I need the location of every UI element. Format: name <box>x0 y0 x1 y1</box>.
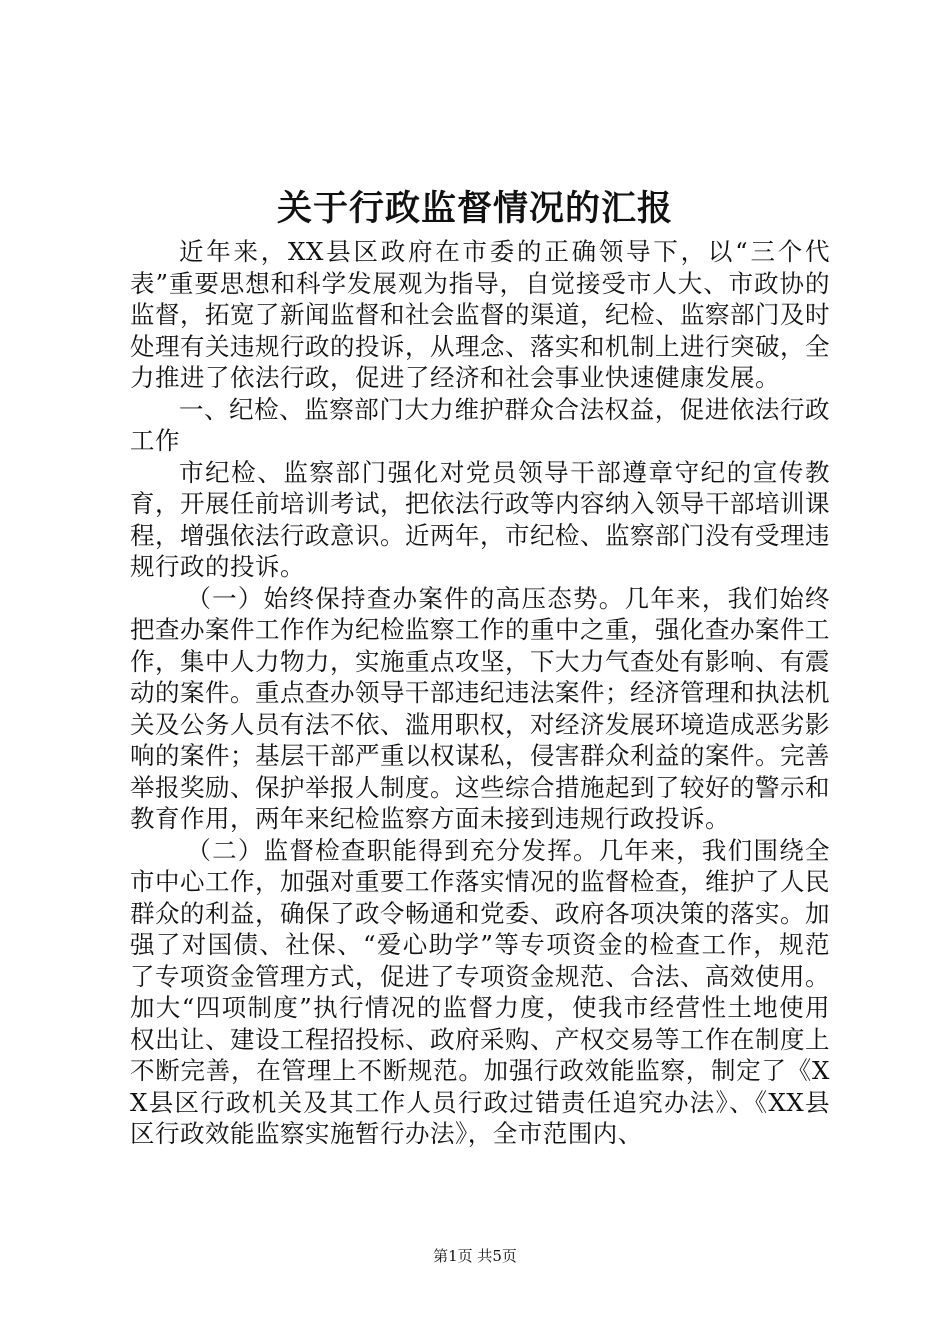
paragraph-item-1: （一）始终保持查办案件的高压态势。几年来，我们始终把查办案件工作作为纪检监察工作的重中之重，强化查办案件工作，集中人力物力，实施重点攻坚，下大力气查处有影响、有震动的案件。重点查办领导干部违纪违法案件；经济管理和执法机关及公务人员有法不依、滥用职权，对经济发展环境造成恶劣影响的案件；基层干部严重以权谋私，侵害群众利益的案件。完善举报奖励、保护举报人制度。这些综合措施起到了较好的警示和教育作用，两年来纪检监察方面未接到违规行政投诉。 <box>130 583 830 833</box>
section-heading-1: 一、纪检、监察部门大力维护群众合法权益，促进依法行政工作 <box>130 394 830 455</box>
document-body <box>130 236 830 1150</box>
paragraph-item-2: （二）监督检查职能得到充分发挥。几年来，我们围绕全市中心工作，加强对重要工作落实情况的监督检查，维护了人民群众的利益，确保了政令畅通和党委、政府各项决策的落实。加强了对国债、社保、“爱心助学”等专项资金的检查工作，规范了专项资金管理方式，促进了专项资金规范、合法、高效使用。加大“四项制度”执行情况的监督力度，使我市经营性土地使用权出让、建设工程招投标、政府采购、产权交易等工作在制度上不断完善，在管理上不断规范。加强行政效能监察，制定了《XX县区行政机关及其工作人员行政过错责任追究办法》、《XX县区行政效能监察实施暂行办法》，全市范围内、 <box>130 835 830 1148</box>
page-footer: 第1页 共5页 <box>433 1247 517 1265</box>
paragraph-intro: 近年来，XX县区政府在市委的正确领导下，以“三个代表”重要思想和科学发展观为指导，自觉接受市人大、市政协的监督，拓宽了新闻监督和社会监督的渠道，纪检、监察部门及时处理有关违规行政的投诉，从理念、落实和机制上进行突破，全力推进了依法行政，促进了经济和社会事业快速健康发展。 <box>130 237 830 392</box>
paragraph-section-1: 市纪检、监察部门强化对党员领导干部遵章守纪的宣传教育，开展任前培训考试，把依法行政等内容纳入领导干部培训课程，增强依法行政意识。近两年，市纪检、监察部门没有受理违规行政的投诉。 <box>130 457 830 581</box>
document-title: 关于行政监督情况的汇报 <box>276 188 673 229</box>
